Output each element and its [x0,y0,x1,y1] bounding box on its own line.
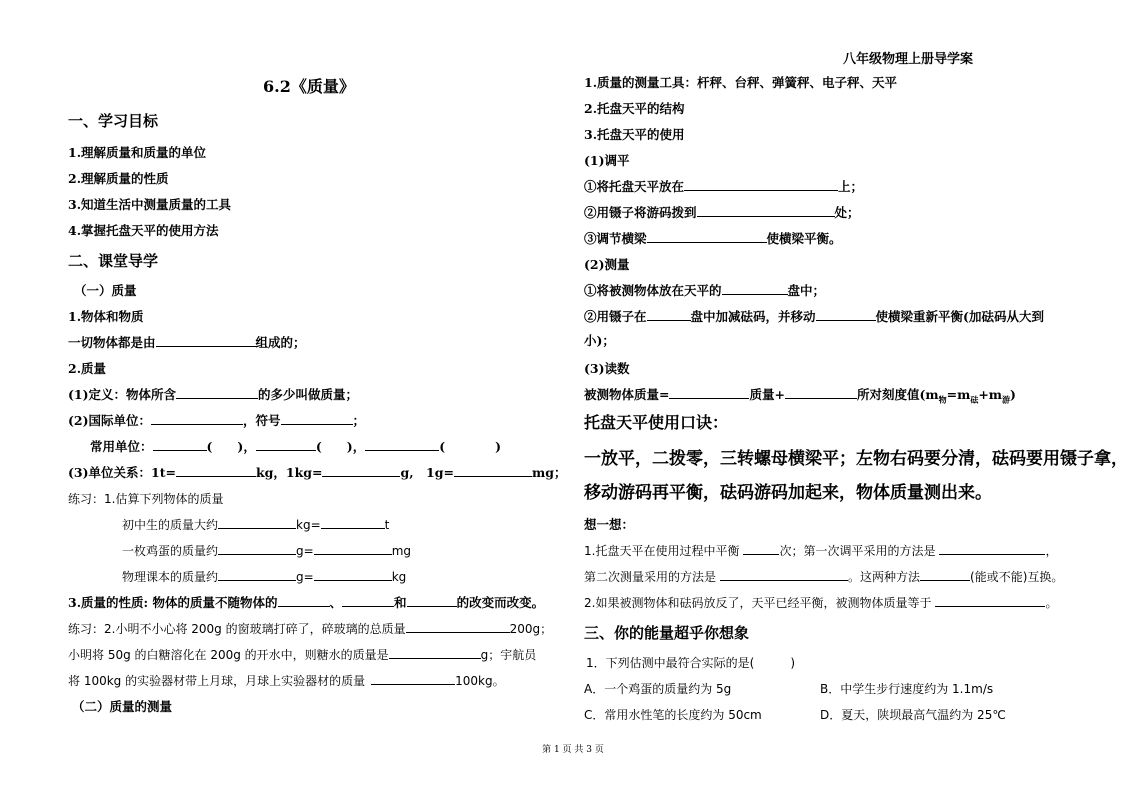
unit-relation-line: (3)单位关系：1t= kg，1kg= g, 1g= mg； [68,465,567,480]
fill-blank[interactable] [218,568,296,581]
fill-blank[interactable] [321,516,385,529]
fill-blank[interactable] [647,230,767,243]
section-learning-goals: 一、学习目标 [68,112,159,130]
think-question: 第二次测量采用的方法是 。这两种方法 (能或不能)互换。 [584,570,1064,584]
measuring-heading: (2)测量 [584,257,630,272]
rhyme-line: 移动游码再平衡，砝码游码加起来，物体质量测出来。 [584,483,992,503]
fill-blank[interactable] [454,464,532,477]
intl-unit-line: (2)国际单位： ，符号 ； [68,413,366,428]
goal-item: 3.知道生活中测量质量的工具 [68,197,232,212]
section-class-guide: 二、课堂导学 [68,252,159,270]
rhyme-line: 一放平，二拨零，三转螺母横梁平；左物右码要分清，砝码要用镊子拿， [584,449,1128,469]
fill-blank[interactable] [939,542,1045,555]
tools-line: 1.质量的测量工具：杆秤、台秤、弹簧秤、电子秤、天平 [584,75,898,90]
mass-heading: 2.质量 [68,361,107,376]
exercise-2-line: 练习：2.小明不小心将 200g 的窗玻璃打碎了，碎玻璃的总质量 200g； [68,622,553,636]
fill-blank[interactable] [920,568,970,581]
fill-blank[interactable] [176,386,258,399]
fill-blank[interactable] [218,542,296,555]
option-a: A．一个鸡蛋的质量约为 5g [584,682,732,696]
fill-blank[interactable] [281,412,353,425]
fill-blank[interactable] [371,672,455,685]
leveling-step: ①将托盘天平放在 上； [584,179,864,194]
mass-property-line: 3.质量的性质: 物体的质量不随物体的 、 和 的改变而改变。 [68,595,545,610]
goal-item: 4.掌握托盘天平的使用方法 [68,223,219,238]
goal-item: 2.理解质量的性质 [68,171,169,186]
rhyme-title: 托盘天平使用口诀： [584,413,729,432]
option-c: C．常用水性笔的长度约为 50cm [584,708,762,722]
fill-blank[interactable] [314,568,392,581]
object-heading: 1.物体和物质 [68,309,144,324]
fill-blank[interactable] [176,464,256,477]
page-title: 6.2《质量》 [263,77,355,96]
option-d: D．夏天，陕坝最高气温约为 25℃ [820,708,1006,722]
fill-blank[interactable] [722,282,788,295]
goal-item: 1.理解质量和质量的单位 [68,145,207,160]
part-measure-heading: （二）质量的测量 [72,699,173,714]
reading-heading: (3)读数 [584,361,630,376]
fill-blank[interactable] [407,594,457,607]
structure-line: 2.托盘天平的结构 [584,101,685,116]
exercise-1-item: 一枚鸡蛋的质量约 g= mg [122,544,411,558]
leveling-step: ③调节横梁 使横梁平衡。 [584,231,842,246]
measuring-step: ①将被测物体放在天平的 盘中； [584,283,826,298]
fill-blank[interactable] [743,542,779,555]
leveling-step: ②用镊子将游码拨到 处； [584,205,860,220]
fill-blank[interactable] [669,386,749,399]
fill-blank[interactable] [389,646,481,659]
question-1: 1．下列估测中最符合实际的是( ) [586,656,795,670]
fill-blank[interactable] [365,438,439,451]
part-mass-heading: （一）质量 [74,283,137,298]
course-header: 八年级物理上册导学案 [843,52,974,67]
exercise-1-heading: 练习：1.估算下列物体的质量 [68,492,224,506]
fill-blank[interactable] [785,386,857,399]
fill-blank[interactable] [278,594,330,607]
think-question: 2.如果被测物体和砝码放反了，天平已经平衡，被测物体质量等于 。 [584,596,1058,610]
fill-blank[interactable] [720,568,848,581]
fill-blank[interactable] [218,516,296,529]
section-challenge: 三、你的能量超乎你想象 [584,624,750,642]
think-question: 1.托盘天平在使用过程中平衡 次；第一次调平采用的方法是 ， [584,544,1058,558]
fill-blank[interactable] [314,542,392,555]
fill-blank[interactable] [151,412,243,425]
think-heading: 想一想： [584,517,635,532]
exercise-2-line: 小明将 50g 的白糖溶化在 200g 的开水中，则糖水的质量是 g；宇航员 [68,648,537,662]
fill-blank[interactable] [342,594,394,607]
reading-formula: 被测物体质量= 质量+ 所对刻度值$(m_物=m_砝+m_游)$ [584,387,1016,405]
fill-blank[interactable] [153,438,207,451]
fill-blank[interactable] [935,594,1045,607]
measuring-step: ②用镊子在 盘中加减砝码，并移动 使横梁重新平衡(加砝码从大到 [584,309,1044,324]
fill-blank[interactable] [816,308,876,321]
leveling-heading: (1)调平 [584,153,630,168]
page-footer: 第 1 页 共 3 页 [542,745,604,755]
measuring-step-cont: 小)； [584,333,615,348]
usage-heading: 3.托盘天平的使用 [584,127,685,142]
exercise-2-line: 将 100kg 的实验器材带上月球，月球上实验器材的质量 100kg。 [68,674,505,688]
fill-blank[interactable] [684,178,838,191]
exercise-1-item: 物理课本的质量约 g= kg [122,570,407,584]
option-b: B．中学生步行速度约为 1.1m/s [820,682,994,696]
object-line: 一切物体都是由 组成的； [68,335,306,350]
fill-blank[interactable] [647,308,691,321]
fill-blank[interactable] [697,204,835,217]
definition-line: (1)定义：物体所含 的多少叫做质量； [68,387,359,402]
fill-blank[interactable] [256,438,316,451]
fill-blank[interactable] [156,334,256,347]
fill-blank[interactable] [406,620,510,633]
fill-blank[interactable] [322,464,400,477]
exercise-1-item: 初中生的质量大约 kg= t [122,518,390,532]
common-unit-line: 常用单位： ( )， ( )， ( ) [90,439,502,454]
